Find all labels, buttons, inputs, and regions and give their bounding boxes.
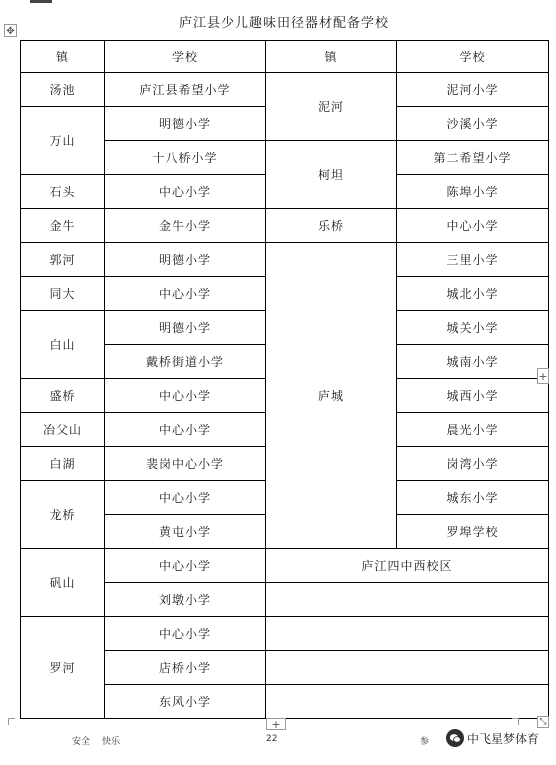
header-town-left: 镇 [21,41,105,73]
school-cell[interactable]: 中心小学 [105,277,266,311]
school-cell[interactable]: 城南小学 [397,345,549,379]
table-row [21,243,549,277]
page-corner-mark [512,718,519,725]
town-cell[interactable]: 石头 [21,175,105,209]
top-edge-mark [30,0,52,3]
town-cell[interactable]: 金牛 [21,209,105,243]
footer-right-text: 参 [420,737,430,747]
school-cell[interactable]: 城关小学 [397,311,549,345]
school-cell[interactable]: 戴桥街道小学 [105,345,266,379]
add-column-button[interactable] [537,368,549,384]
school-cell[interactable]: 中心小学 [105,481,266,515]
page-title: 庐江县少儿趣味田径器材配备学校 [178,16,389,31]
school-cell[interactable]: 城北小学 [397,277,549,311]
header-school-right: 学校 [397,41,549,73]
table-row [21,617,549,651]
school-cell[interactable]: 黄屯小学 [105,515,266,549]
town-cell[interactable]: 白湖 [21,447,105,481]
plus-icon: + [271,718,281,731]
town-cell[interactable]: 同大 [21,277,105,311]
footer-left [72,734,120,747]
table-row [21,549,549,583]
table-resize-handle[interactable] [537,716,549,728]
school-cell[interactable]: 中心小学 [105,379,266,413]
school-cell[interactable]: 城东小学 [397,481,549,515]
town-cell[interactable]: 盛桥 [21,379,105,413]
empty-cell[interactable] [266,583,549,617]
merged-school-cell[interactable]: 庐江四中西校区 [266,549,549,583]
school-cell[interactable]: 金牛小学 [105,209,266,243]
move-arrows-icon: ✥ [6,26,15,37]
page-number: 22 [266,734,278,744]
watermark [446,728,539,748]
school-cell[interactable]: 中心小学 [105,175,266,209]
school-cell[interactable]: 第二希望小学 [397,141,549,175]
school-cell[interactable]: 晨光小学 [397,413,549,447]
school-cell[interactable]: 十八桥小学 [105,141,266,175]
school-cell[interactable]: 明德小学 [105,107,266,141]
town-cell[interactable]: 汤池 [21,73,105,107]
school-cell[interactable]: 泥河小学 [397,73,549,107]
watermark-text: 中飞星梦体育 [467,731,540,746]
chat-bubble-icon [446,729,464,747]
footer-text: 快乐 [102,737,121,747]
empty-cell[interactable] [266,651,549,685]
header-town-right: 镇 [266,41,397,73]
town-cell[interactable]: 柯坦 [266,141,397,209]
header-school-left: 学校 [105,41,266,73]
town-cell[interactable]: 冶父山 [21,413,105,447]
empty-cell[interactable] [266,617,549,651]
school-cell[interactable]: 中心小学 [397,209,549,243]
table-row [21,209,549,243]
plus-icon: + [538,370,548,383]
school-cell[interactable]: 明德小学 [105,243,266,277]
school-cell[interactable]: 裴岗中心小学 [105,447,266,481]
add-row-button[interactable] [266,718,286,730]
school-cell[interactable]: 城西小学 [397,379,549,413]
town-cell[interactable]: 郭河 [21,243,105,277]
town-cell[interactable]: 泥河 [266,73,397,141]
table-move-handle[interactable] [4,24,17,37]
school-cell[interactable]: 陈埠小学 [397,175,549,209]
school-cell[interactable]: 店桥小学 [105,651,266,685]
school-cell[interactable]: 沙溪小学 [397,107,549,141]
table-header-row [21,41,549,73]
school-cell[interactable]: 刘墩小学 [105,583,266,617]
school-cell[interactable]: 东风小学 [105,685,266,719]
town-cell[interactable]: 矾山 [21,549,105,617]
empty-cell[interactable] [266,685,549,719]
school-cell[interactable]: 三里小学 [397,243,549,277]
town-cell[interactable]: 万山 [21,107,105,175]
town-cell[interactable]: 罗河 [21,617,105,719]
town-cell[interactable]: 乐桥 [266,209,397,243]
table-row [21,73,549,107]
school-cell[interactable]: 罗埠学校 [397,515,549,549]
school-cell[interactable]: 中心小学 [105,617,266,651]
school-cell[interactable]: 岗湾小学 [397,447,549,481]
school-cell[interactable]: 中心小学 [105,549,266,583]
town-cell[interactable]: 白山 [21,311,105,379]
footer-text: 安全 [72,737,91,747]
school-cell[interactable]: 庐江县希望小学 [105,73,266,107]
town-cell[interactable]: 庐城 [266,243,397,549]
resize-diagonal-icon: ⤡ [539,717,547,727]
school-cell[interactable]: 中心小学 [105,413,266,447]
school-cell[interactable]: 明德小学 [105,311,266,345]
page-corner-mark [8,718,15,725]
school-table [20,40,549,719]
town-cell[interactable]: 龙桥 [21,481,105,549]
